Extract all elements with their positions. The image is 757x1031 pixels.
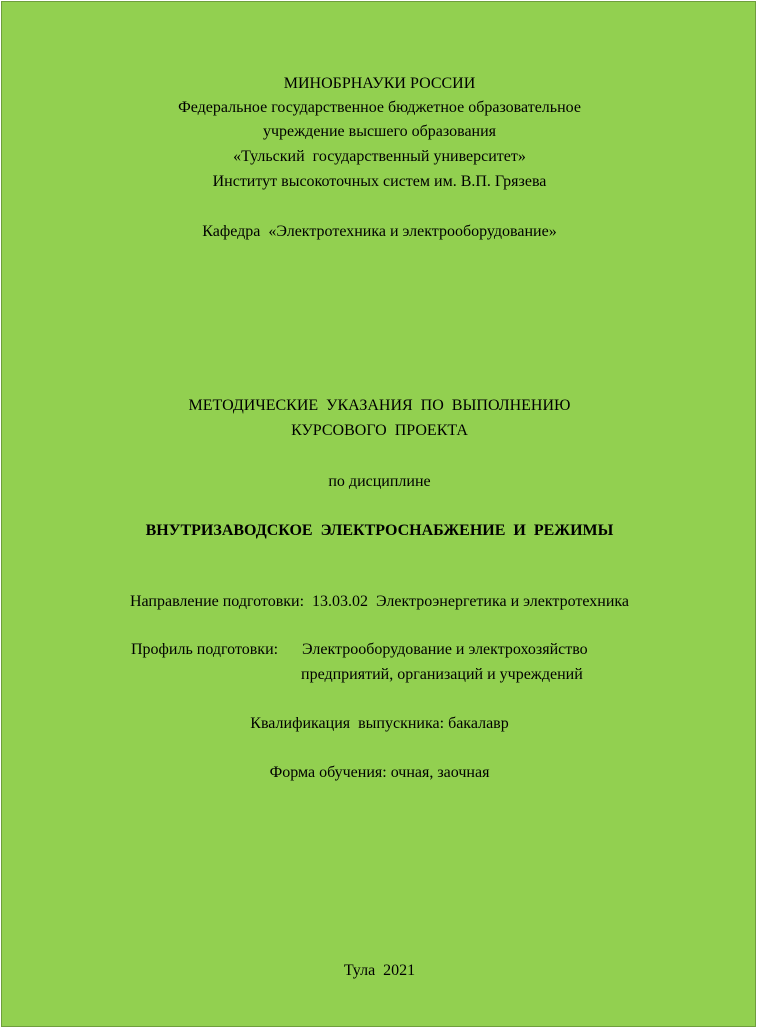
institute-name: Институт высокоточных систем им. В.П. Грязева — [212, 173, 547, 190]
title-page — [1, 1, 756, 1027]
discipline-prefix: по дисциплине — [328, 473, 431, 490]
profile-line-2: предприятий, организаций и учреждений — [301, 666, 583, 683]
ministry-name: МИНОБРНАУКИ РОССИИ — [283, 75, 476, 92]
document-title-line-2: КУРСОВОГО ПРОЕКТА — [291, 422, 468, 439]
profile-label: Профиль подготовки: — [131, 641, 283, 658]
profile-line-1: Электрооборудование и электрохозяйство — [302, 641, 588, 658]
qualification: Квалификация выпускника: бакалавр — [250, 715, 509, 732]
institution-line-2: учреждение высшего образования — [262, 123, 497, 140]
study-form: Форма обучения: очная, заочная — [269, 764, 490, 781]
city-year: Тула 2021 — [343, 962, 416, 979]
university-name: «Тульский государственный университет» — [233, 148, 526, 165]
department-name: Кафедра «Электротехника и электрооборудование» — [202, 223, 557, 240]
document-title-line-1: МЕТОДИЧЕСКИЕ УКАЗАНИЯ ПО ВЫПОЛНЕНИЮ — [188, 397, 571, 414]
training-direction: Направление подготовки: 13.03.02 Электроэнергетика и электротехника — [129, 593, 630, 610]
discipline-name: ВНУТРИЗАВОДСКОЕ ЭЛЕКТРОСНАБЖЕНИЕ И РЕЖИМЫ — [145, 522, 614, 539]
institution-line-1: Федеральное государственное бюджетное образовательное — [178, 99, 581, 116]
